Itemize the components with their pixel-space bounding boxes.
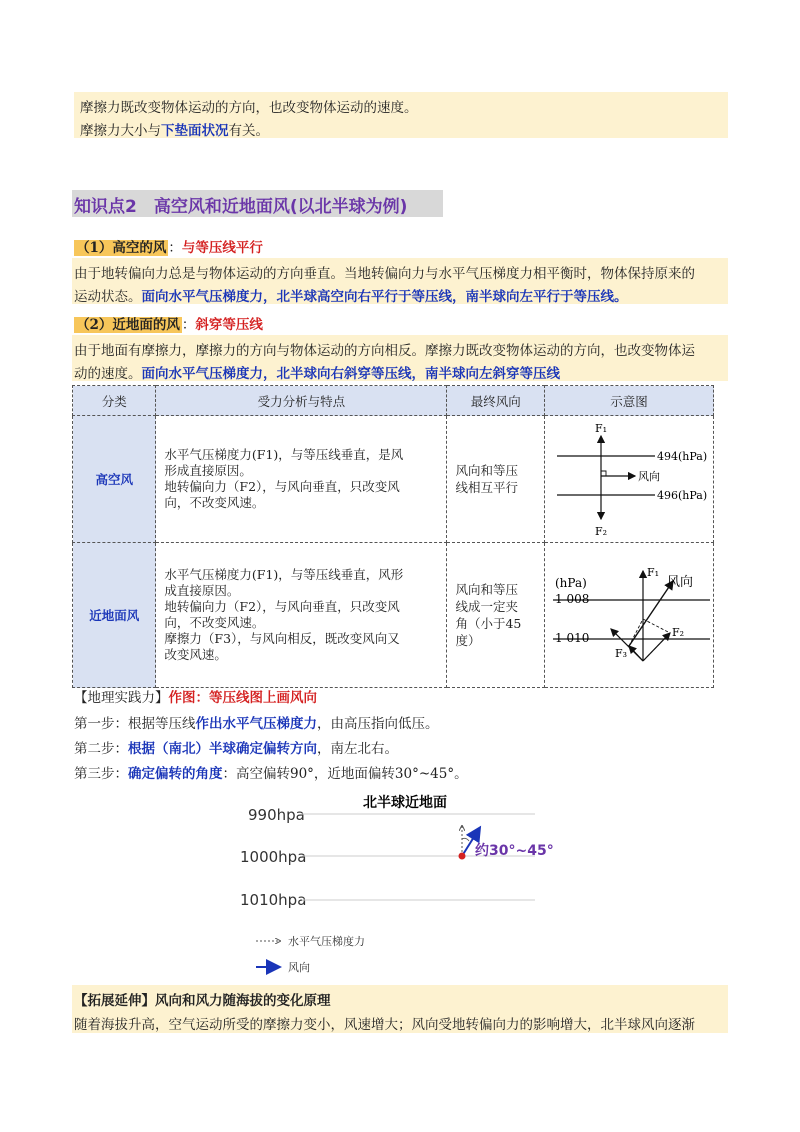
surface-diagram-svg: [545, 543, 713, 684]
row-direction-surface: 风向和等压 线成一定夹 角（小于45 度）: [447, 543, 545, 688]
row-analysis-surface: 水平气压梯度力(F1)，与等压线垂直，风形 成直接原因。 地转偏向力（F2），与风向垂直，只改变风 向，不改变风速。 摩擦力（F3），与风向相反，既改变风向又 改变风速。: [156, 543, 447, 688]
right-angle-mark: [601, 471, 606, 476]
f1-label: F₁: [647, 566, 660, 579]
table-header-row: [73, 386, 714, 416]
row-category-surface: 近地面风: [73, 543, 156, 688]
level-990: 990hpa: [248, 806, 305, 824]
practice-step3: 第三步：确定偏转的角度：高空偏转90°，近地面偏转30°~45°。: [74, 766, 468, 782]
pressure-1008-label: 1 008: [555, 592, 590, 606]
header-diagram: 示意图: [545, 386, 714, 416]
practice-step1: 第一步：根据等压线作出水平气压梯度力，由高压指向低压。: [74, 716, 439, 732]
row-category-high: 高空风: [73, 416, 156, 543]
high-wind-heading: （1）高空的风 ：与等压线平行: [76, 240, 263, 256]
unit-label: (hPa): [555, 576, 587, 590]
section-heading: 知识点2 高空风和近地面风(以北半球为例): [74, 197, 408, 217]
legend-solid-label: 风向: [288, 961, 310, 974]
figure-title: 北半球近地面: [363, 795, 447, 811]
row-direction-high: 风向和等压 线相互平行: [447, 416, 545, 543]
angle-label: 约30°~45°: [475, 843, 554, 859]
extension-p1: 随着海拔升高，空气运动所受的摩擦力变小，风速增大；风向受地转偏向力的影响增大，北半球风向逐渐: [74, 1017, 695, 1033]
surface-wind-p2: 动的速度。面向水平气压梯度力，北半球向右斜穿等压线，南半球向左斜穿等压线: [74, 366, 560, 382]
pressure-top-label: 494(hPa): [657, 450, 708, 463]
table-row: [73, 543, 714, 688]
f1-label: F₁: [595, 422, 608, 435]
legend-dashed-label: 水平气压梯度力: [288, 935, 365, 948]
high-altitude-diagram-svg: [545, 416, 713, 539]
wind-label: 风向: [638, 470, 660, 483]
top-note-line1: 摩擦力既改变物体运动的方向，也改变物体运动的速度。: [80, 100, 418, 116]
high-wind-p2: 运动状态。面向水平气压梯度力，北半球高空向右平行于等压线，南半球向左平行于等压线。: [74, 289, 628, 305]
diagram-high-altitude: [545, 416, 714, 543]
surface-wind-p1: 由于地面有摩擦力，摩擦力的方向与物体运动的方向相反。摩擦力既改变物体运动的方向，也改变物体运: [74, 343, 695, 359]
header-direction: 最终风向: [447, 386, 545, 416]
pressure-1010-label: 1 010: [555, 631, 590, 645]
extension-heading: 【拓展延伸】风向和风力随海拔的变化原理: [74, 993, 331, 1009]
diagram-surface: [545, 543, 714, 688]
dashed-guide-2: [643, 619, 670, 633]
f2-label: F₂: [595, 525, 608, 538]
f3-label: F₃: [615, 647, 628, 660]
row-analysis-high: 水平气压梯度力(F1)，与等压线垂直，是风 形成直接原因。 地转偏向力（F2），与风向垂直，只改变风 向，不改变风速。: [156, 416, 447, 543]
practice-heading: 【地理实践力】作图：等压线图上画风向: [74, 690, 317, 706]
wind-label: 风向: [667, 575, 694, 590]
surface-wind-heading: （2）近地面的风 ：斜穿等压线: [76, 317, 263, 333]
high-wind-p1: 由于地转偏向力总是与物体运动的方向垂直。当地转偏向力与水平气压梯度力相平衡时，物体保持原来的: [74, 266, 695, 282]
f2-label: F₂: [672, 626, 685, 639]
pressure-bottom-label: 496(hPa): [657, 489, 708, 502]
header-category: 分类: [73, 386, 156, 416]
origin-point: [459, 853, 466, 860]
level-1010: 1010hpa: [240, 891, 307, 909]
table-row: [73, 416, 714, 543]
level-1000: 1000hpa: [240, 848, 307, 866]
top-note-line2: 摩擦力大小与下垫面状况有关。: [80, 123, 269, 139]
header-analysis: 受力分析与特点: [156, 386, 447, 416]
wind-comparison-table: [72, 385, 714, 688]
isobar-wind-figure: [230, 785, 570, 985]
angle-arc: [462, 838, 469, 841]
practice-step2: 第二步：根据（南北）半球确定偏转方向，南左北右。: [74, 741, 398, 757]
